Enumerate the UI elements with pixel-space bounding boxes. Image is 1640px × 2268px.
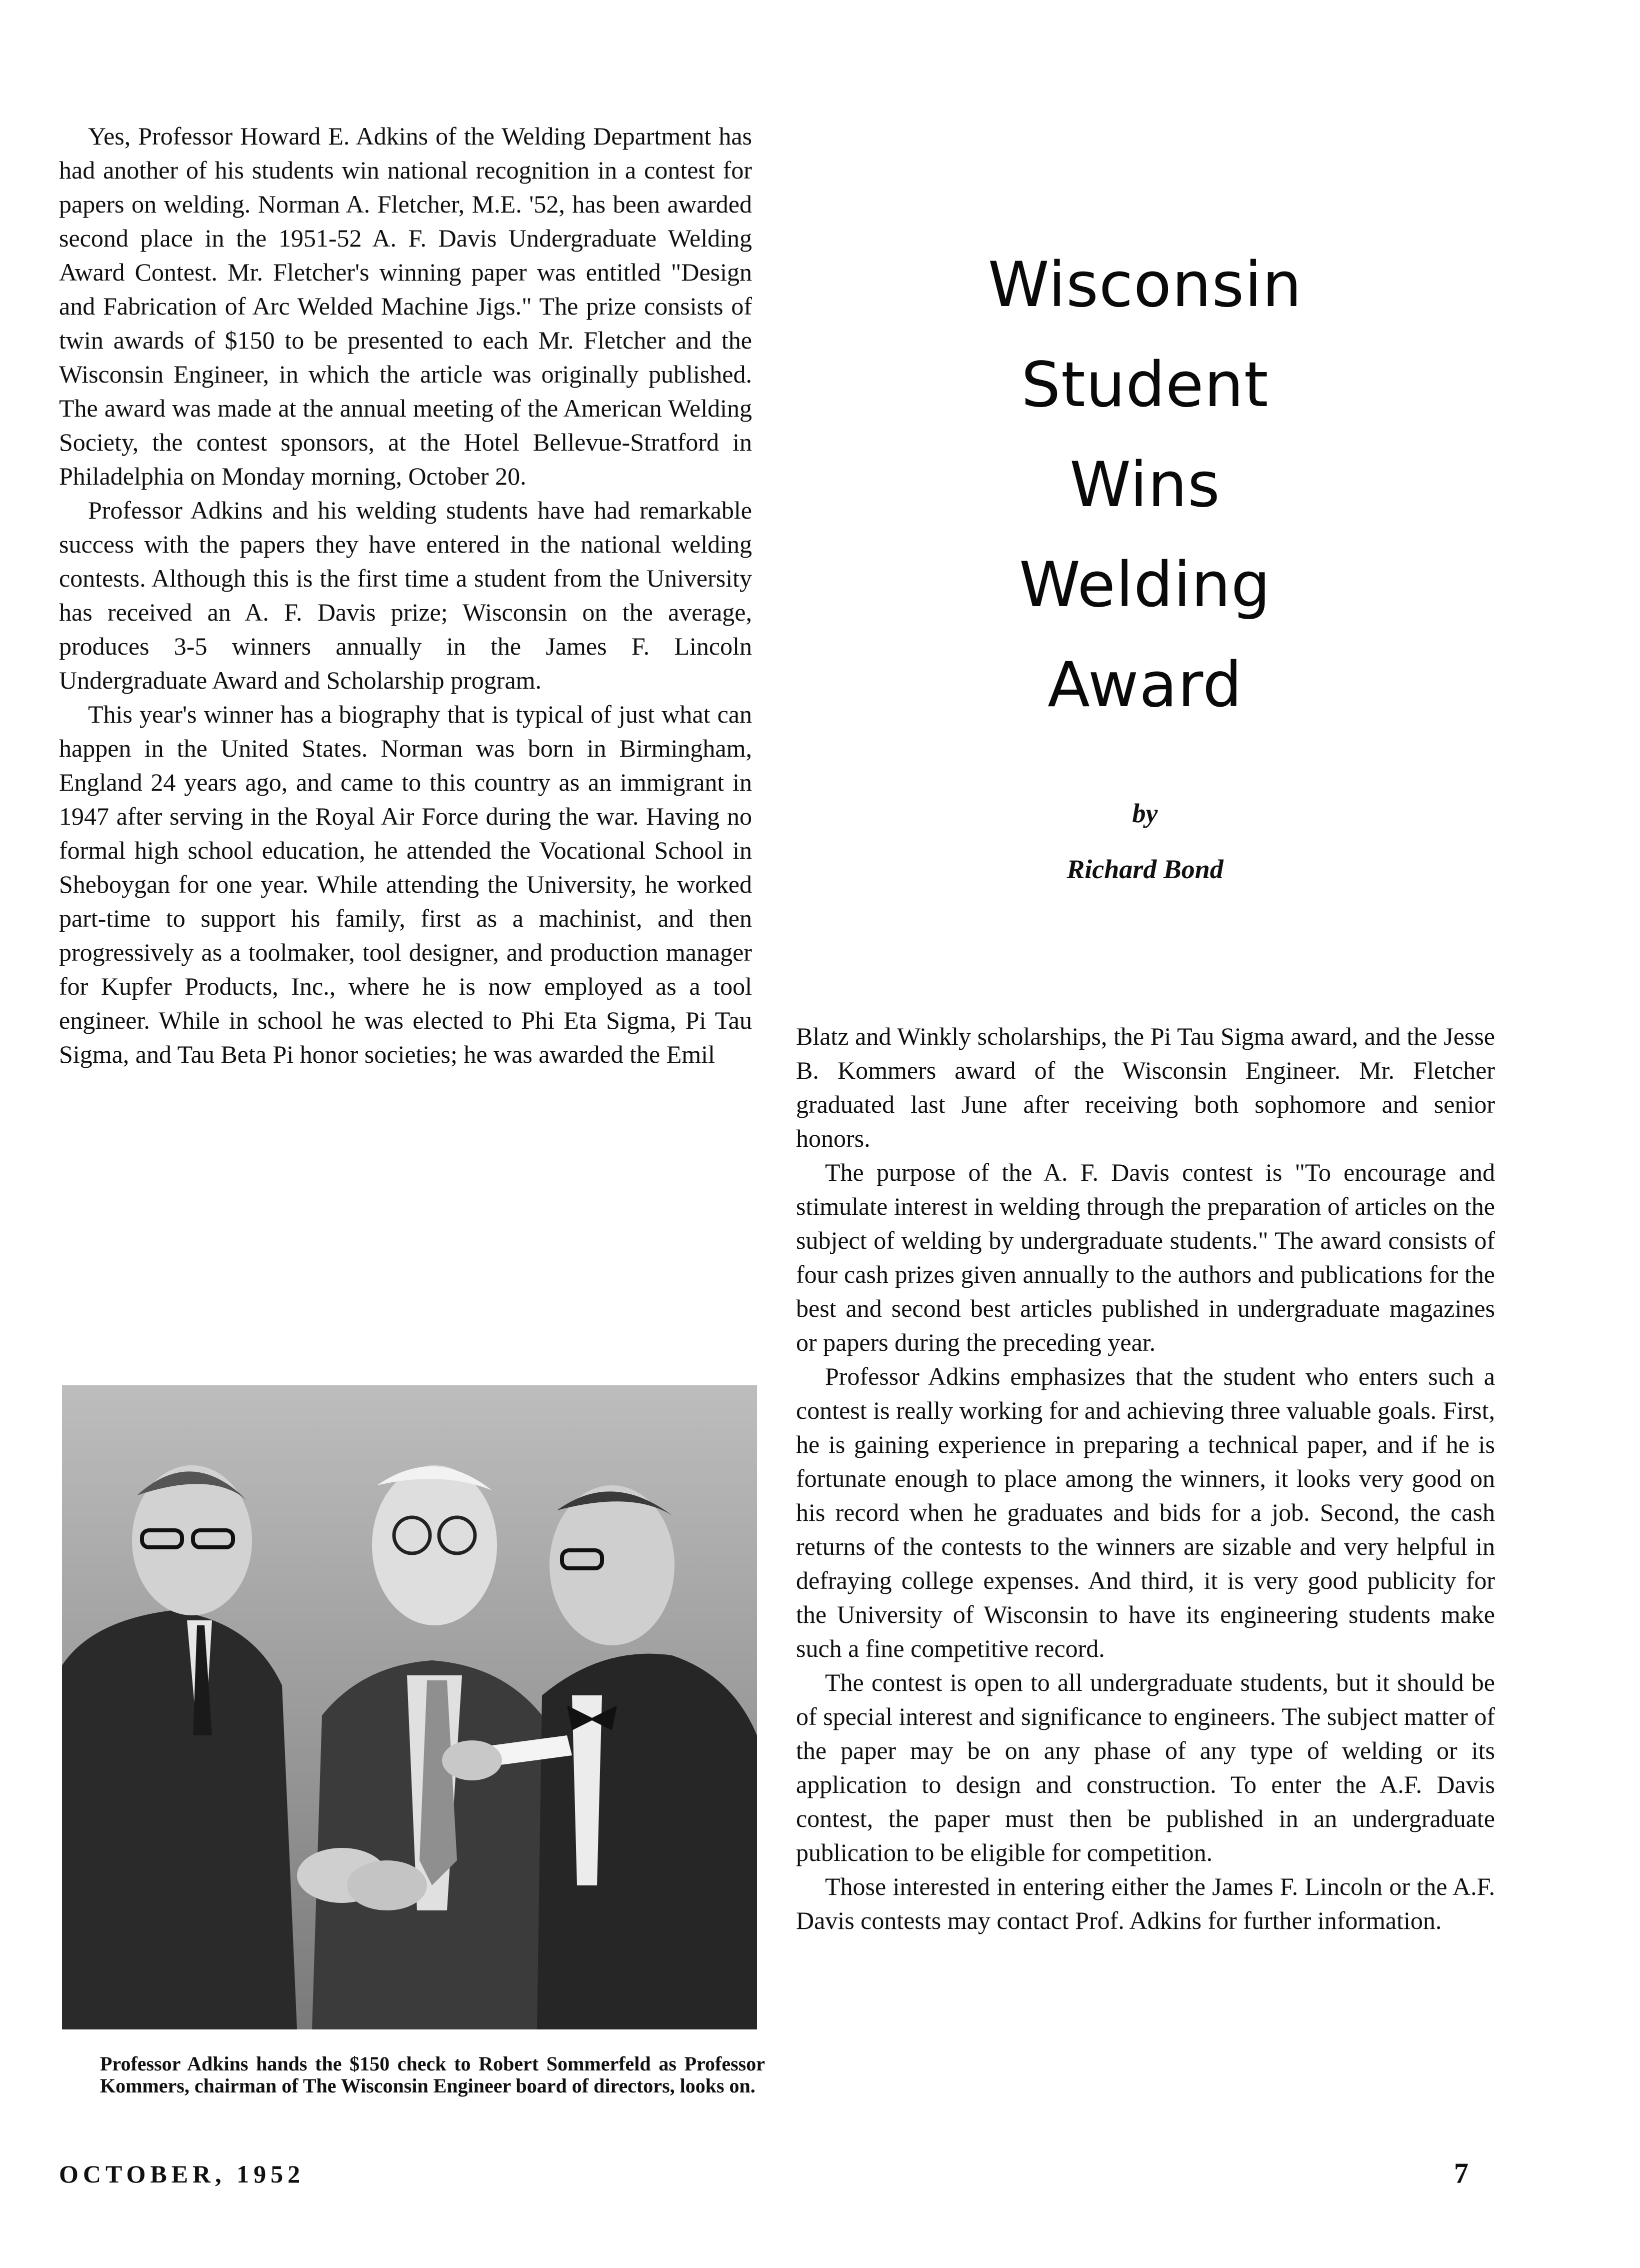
article-paragraph: Professor Adkins emphasizes that the student who enters such a contest is really working for and achieving three valuable goals. First, he is gaining experience in preparing a technical paper, and if he is fortunate enough to place among the winners, it looks very good on his record when he graduates and bids for a job. Second, the cash returns of the contests to the winners are sizable and very helpful in defraying college expenses. And third, it is very good publicity for the University of Wisconsin to have its engineering students make such a fine competitive record. xyxy=(796,1362,1495,1662)
byline xyxy=(930,785,1360,897)
page-number: 7 xyxy=(1454,2157,1468,2189)
award-photo-illustration xyxy=(62,1385,757,2029)
byline-author: Richard Bond xyxy=(1066,854,1224,884)
article-column-right xyxy=(796,1019,1495,1937)
article-paragraph: Blatz and Winkly scholarships, the Pi Tau Sigma award, and the Jesse B. Kommers award of the Wisconsin Engineer. Mr. Fletcher graduated last June after receiving both sophomore and senior honors. xyxy=(796,1022,1495,1152)
article-paragraph: Those interested in entering either the James F. Lincoln or the A.F. Davis contests may contact Prof. Adkins for further information. xyxy=(796,1872,1495,1934)
article-paragraph: This year's winner has a biography that is typical of just what can happen in the United States. Norman was born in Birmingham, England 24 years ago, and came to this country as an immigrant in 1947 after serving in the Royal Air Force during the war. Having no formal high school education, he attended the Vocational School in Sheboygan for one year. While attending the University, he worked part-time to support his family, first as a machinist, and then progressively as a toolmaker, tool designer, and production manager for Kupfer Products, Inc., where he is now employed as a tool engineer. While in school he was elected to Phi Eta Sigma, Pi Tau Sigma, and Tau Beta Pi honor societies; he was awarded the Emil xyxy=(59,700,752,1068)
byline-by: by xyxy=(1132,798,1158,828)
photo-caption: Professor Adkins hands the $150 check to Robert Sommerfeld as Professor Kommers, chairman of The Wisconsin Engineer board of directors, looks on. xyxy=(100,2052,765,2097)
article-title xyxy=(930,235,1360,735)
award-photo xyxy=(62,1385,757,2029)
article-paragraph: Yes, Professor Howard E. Adkins of the Welding Department has had another of his students win national recognition in a contest for papers on welding. Norman A. Fletcher, M.E. '52, has been awarded second place in the 1951-52 A. F. Davis Undergraduate Welding Award Contest. Mr. Fletcher's winning paper was entitled "Design and Fabrication of Arc Welded Machine Jigs." The prize consists of twin awards of $150 to be presented to each Mr. Fletcher and the Wisconsin Engineer, in which the article was originally published. The award was made at the annual meeting of the American Welding Society, the contest sponsors, at the Hotel Bellevue-Stratford in Philadelphia on Monday morning, October 20. xyxy=(59,122,752,490)
title-line: Award xyxy=(1048,649,1242,721)
issue-date: OCTOBER, 1952 xyxy=(59,2160,305,2188)
article-paragraph: Professor Adkins and his welding students have had remarkable success with the papers they have entered in the national welding contests. Although this is the first time a student from the University has received an A. F. Davis prize; Wisconsin on the average, produces 3-5 winners annually in the James F. Lincoln Undergraduate Award and Scholarship program. xyxy=(59,496,752,694)
title-line: Wins xyxy=(1070,449,1220,521)
title-line: Wisconsin xyxy=(988,249,1302,321)
article-paragraph: The contest is open to all undergraduate students, but it should be of special interest and significance to engineers. The subject matter of the paper may be on any phase of any type of welding or its application to design and construction. To enter the A.F. Davis contest, the paper must then be published in an undergraduate publication to be eligible for competition. xyxy=(796,1668,1495,1866)
title-line: Student xyxy=(1021,349,1269,421)
article-column-left xyxy=(59,119,752,1071)
title-line: Welding xyxy=(1019,549,1271,621)
article-paragraph: The purpose of the A. F. Davis contest is "To encourage and stimulate interest in welding through the preparation of articles on the subject of welding by undergraduate students." The award consists of four cash prizes given annually to the authors and publications for the best and second best articles published in undergraduate magazines or papers during the preceding year. xyxy=(796,1158,1495,1356)
